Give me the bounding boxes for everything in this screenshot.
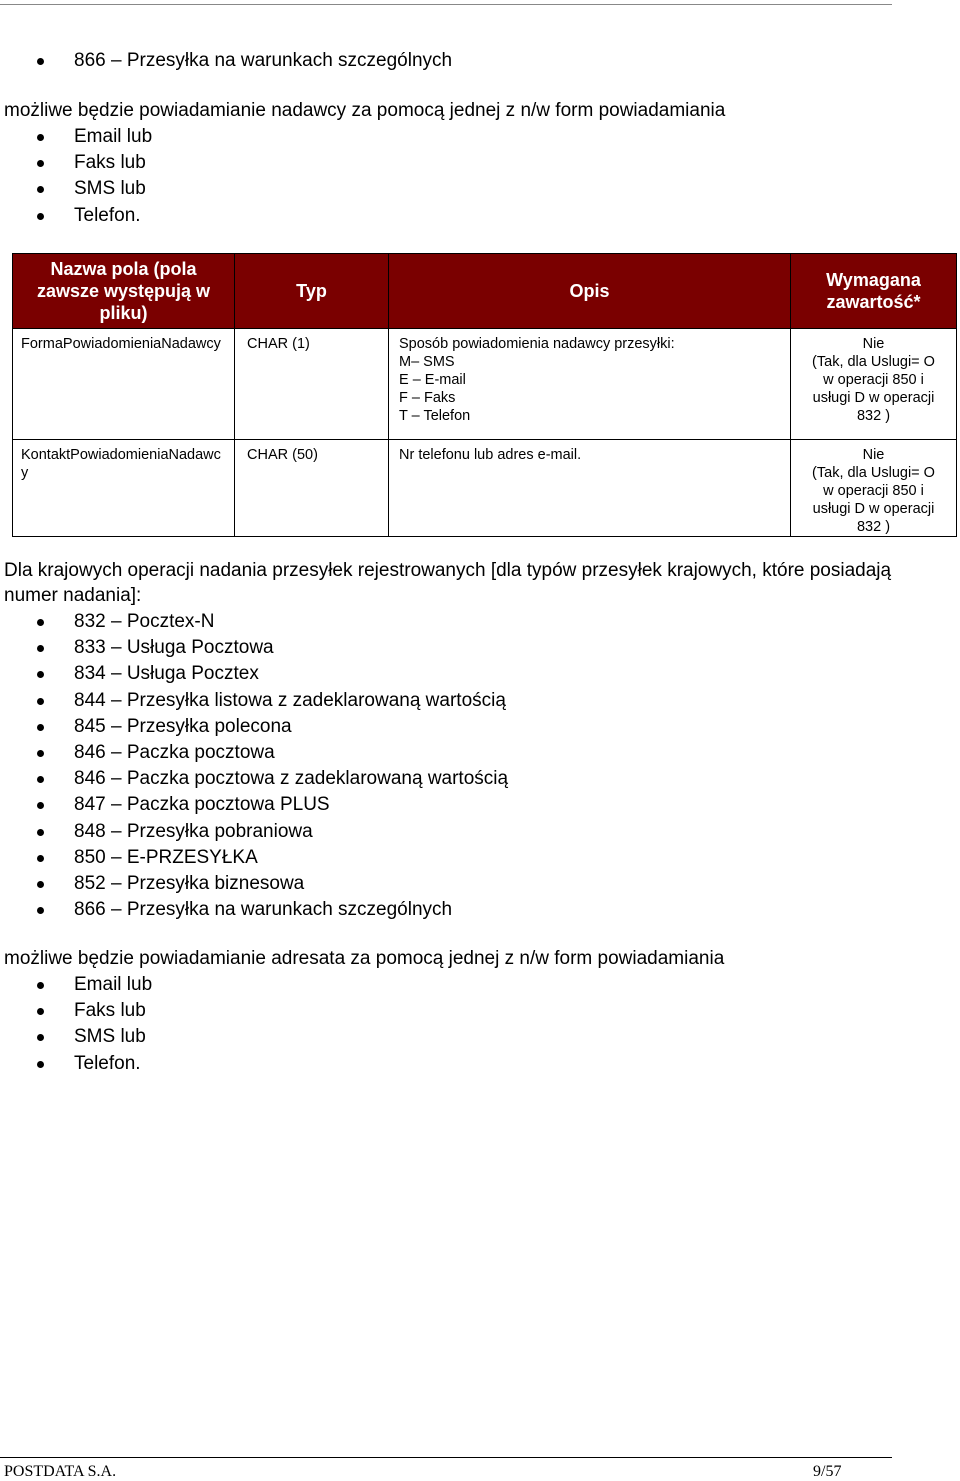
- notify-sender-forms: [0, 124, 152, 229]
- bullet-icon: [37, 776, 44, 783]
- bullet-icon: [37, 671, 44, 678]
- list-item: 833 – Usługa Pocztowa: [0, 635, 508, 661]
- list-item: Telefon.: [0, 1051, 152, 1077]
- footer-page-number: 9/57: [813, 1463, 842, 1480]
- bullet-icon: [37, 855, 44, 862]
- cell-field-name: FormaPowiadomieniaNadawcy: [13, 329, 235, 440]
- header-type: Typ: [235, 254, 389, 329]
- notify-recipient-forms: [0, 972, 152, 1077]
- list-item: Email lub: [0, 124, 152, 150]
- bullet-icon: [37, 186, 44, 193]
- list-item: 844 – Przesyłka listowa z zadeklarowaną wartością: [0, 688, 508, 714]
- top-list: [0, 48, 452, 74]
- cell-type: CHAR (50): [235, 440, 389, 537]
- bullet-icon: [37, 134, 44, 141]
- notify-recipient-intro: możliwe będzie powiadamianie adresata za pomocą jednej z n/w form powiadamiania: [4, 948, 725, 969]
- footer-company: POSTDATA S.A.: [4, 1463, 117, 1480]
- list-item: Telefon.: [0, 203, 152, 229]
- list-item: 866 – Przesyłka na warunkach szczególnych: [0, 48, 452, 74]
- spec-table: [12, 253, 957, 537]
- table-row: [13, 329, 957, 440]
- list-item: 866 – Przesyłka na warunkach szczególnych: [0, 897, 508, 923]
- bullet-icon: [37, 645, 44, 652]
- domestic-intro: Dla krajowych operacji nadania przesyłek rejestrowanych [dla typów przesyłek krajowych, które posiadają numer nadania]:: [4, 560, 892, 606]
- footer-rule: [0, 1457, 892, 1458]
- bullet-icon: [37, 213, 44, 220]
- table-row: [13, 440, 957, 537]
- cell-required: Nie (Tak, dla Uslugi= O w operacji 850 i usługi D w operacji 832 ): [791, 329, 957, 440]
- bullet-icon: [37, 750, 44, 757]
- list-item: 850 – E-PRZESYŁKA: [0, 845, 508, 871]
- bullet-icon: [37, 698, 44, 705]
- list-item: Faks lub: [0, 998, 152, 1024]
- header-description: Opis: [389, 254, 791, 329]
- list-item: 848 – Przesyłka pobraniowa: [0, 819, 508, 845]
- bullet-icon: [37, 829, 44, 836]
- cell-description: Nr telefonu lub adres e-mail.: [389, 440, 791, 537]
- list-item: SMS lub: [0, 176, 152, 202]
- bullet-icon: [37, 802, 44, 809]
- list-item: 846 – Paczka pocztowa z zadeklarowaną wartością: [0, 766, 508, 792]
- cell-field-name: KontaktPowiadomieniaNadawcy: [13, 440, 235, 537]
- list-item: Email lub: [0, 972, 152, 998]
- list-item: 832 – Pocztex-N: [0, 609, 508, 635]
- bullet-icon: [37, 1061, 44, 1068]
- notify-sender-intro: możliwe będzie powiadamianie nadawcy za pomocą jednej z n/w form powiadamiania: [4, 100, 726, 121]
- cell-description: Sposób powiadomienia nadawcy przesyłki: M– SMS E – E-mail F – Faks T – Telefon: [389, 329, 791, 440]
- bullet-icon: [37, 619, 44, 626]
- list-item: 847 – Paczka pocztowa PLUS: [0, 792, 508, 818]
- bullet-icon: [37, 1008, 44, 1015]
- header-field-name: Nazwa pola (pola zawsze występują w pliku): [13, 254, 235, 329]
- top-rule: [0, 4, 892, 5]
- cell-type: CHAR (1): [235, 329, 389, 440]
- list-item: Faks lub: [0, 150, 152, 176]
- list-item: 852 – Przesyłka biznesowa: [0, 871, 508, 897]
- bullet-icon: [37, 1034, 44, 1041]
- cell-required: Nie (Tak, dla Uslugi= O w operacji 850 i usługi D w operacji 832 ): [791, 440, 957, 537]
- list-item: SMS lub: [0, 1024, 152, 1050]
- header-required: Wymagana zawartość*: [791, 254, 957, 329]
- list-item: 834 – Usługa Pocztex: [0, 661, 508, 687]
- bullet-icon: [37, 724, 44, 731]
- bullet-icon: [37, 881, 44, 888]
- bullet-icon: [37, 58, 44, 65]
- list-item: 846 – Paczka pocztowa: [0, 740, 508, 766]
- bullet-icon: [37, 982, 44, 989]
- bullet-icon: [37, 160, 44, 167]
- domestic-service-list: [0, 609, 508, 923]
- bullet-icon: [37, 907, 44, 914]
- list-item: 845 – Przesyłka polecona: [0, 714, 508, 740]
- table-header-row: [13, 254, 957, 329]
